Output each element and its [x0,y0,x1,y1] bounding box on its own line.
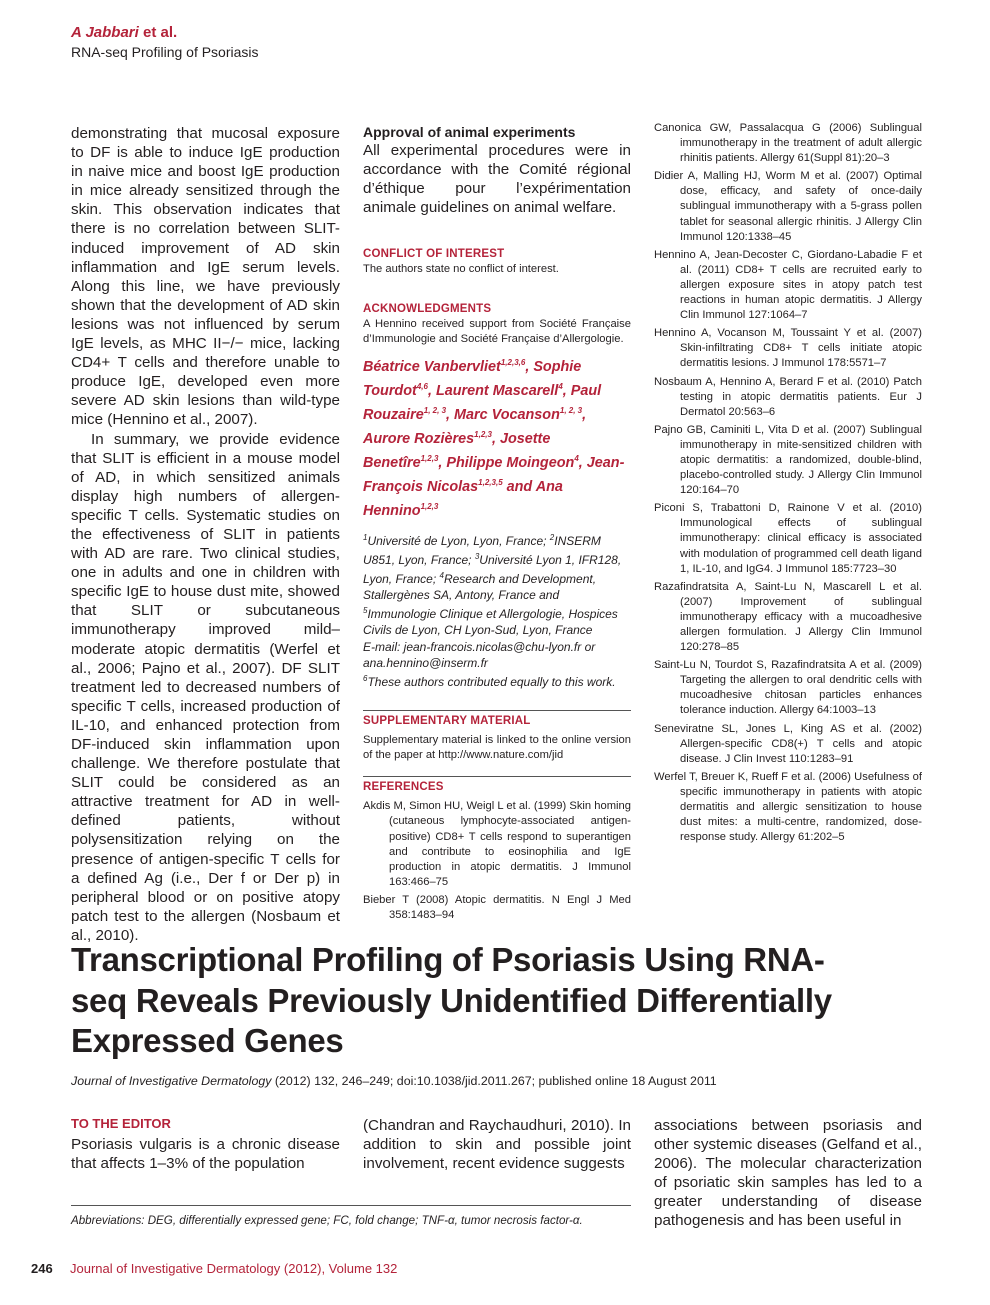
equal-contribution-note: $^6$These authors contributed equally to this work. [363,674,616,690]
reference-item: Razafindratsita A, Saint-Lu N, Mascarell L et al. (2007) Improvement of sublingual immunotherapy efficacy with a mucoadhesive allergen formulation. J Allergy Clin Immunol 120:278–85 [654,580,922,654]
ack-heading: ACKNOWLEDGMENTS [363,303,492,316]
reference-item: Canonica GW, Passalacqua G (2006) Sublingual immunotherapy in the treatment of adult allergic rhinitis patients. Allergy 61(Suppl 81):20–3 [654,122,922,165]
divider [363,710,631,711]
reference-item: Hennino A, Jean-Decoster C, Giordano-Labadie F et al. (2011) CD8+ T cells are recruited early to allergen exposure sites in atopy patch test reactions in human atopic dermatitis. J Allergy Clin Immunol 127:1064–7 [654,248,922,322]
reference-item: Saint-Lu N, Tourdot S, Razafindratsita A et al. (2009) Targeting the allergen to oral dendritic cells with mucoadhesive chitosan particles enhances tolerance induction. Allergy 64:1003–13 [654,659,922,717]
reference-item: Hennino A, Vocanson M, Toussaint Y et al. (2007) Skin-infiltrating CD8+ T cells initiate atopic dermatitis lesions. J Immunol 178:5571–7 [654,327,922,370]
abbreviations: Abbreviations: DEG, differentially expressed gene; FC, fold change; TNF-α, tumor necrosis factor-α. [71,1214,583,1227]
running-title: RNA-seq Profiling of Psoriasis [71,44,259,60]
column-2 [363,124,631,926]
approval-heading: Approval of animal experiments [363,124,576,140]
page-number: 246 [31,1261,53,1276]
reference-item: Piconi S, Trabattoni D, Rainone V et al. (2010) Immunological effects of sublingual immunotherapy: clinical efficacy is associated with modulation of programmed cell death ligand 1, IL-10, and IgG4. J Immunol 185:7723–30 [654,502,922,575]
affiliations: $^1$Université de Lyon, Lyon, France; $^2$INSERM U851, Lyon, France; $^3$Université Lyon 1, IFR128, Lyon, France; $^4$Research and Development, Stallergènes SA, Antony, France and $^5$Immunologie Clinique et Allergologie, Hospices Civils de Lyon, CH Lyon-Sud, Lyon, France [363,533,622,638]
reference-item: Werfel T, Breuer K, Rueff F et al. (2006) Usefulness of specific immunotherapy in patients with atopic dermatitis and allergic sensitization to house dust mites: a multi-centre, randomized, dose-response study. Allergy 61:202–5 [654,770,922,844]
reference-item: Pajno GB, Caminiti L, Vita D et al. (2007) Sublingual immunotherapy in mite-sensitized children with atopic dermatitis: a randomized, double-blind, placebo-controlled study. J Allergy Clin Immunol 120:164–70 [654,423,922,497]
coi-heading: CONFLICT OF INTEREST [363,248,505,261]
supp-text: Supplementary material is linked to the online version of the paper at http://www.nature.com/jid [363,734,631,762]
article-citation: Journal of Investigative Dermatology (2012) 132, 246–249; doi:10.1038/jid.2011.267; published online 18 August 2011 [71,1074,717,1088]
reference-item: Akdis M, Simon HU, Weigl L et al. (1999) Skin homing (cutaneous lymphocyte-associated antigen-positive) CD8+ T cells respond to superantigen and contribute to eosinophilia and IgE production in atopic dermatitis. J Immunol 163:466–75 [363,800,631,888]
ack-text: A Hennino received support from Société Française d’Immunologie and Société Française d’Allergologie. [363,318,631,346]
column-1 [71,124,340,945]
divider [71,1205,631,1206]
article-text-col3: associations between psoriasis and other systemic diseases (Gelfand et al., 2006). The molecular characterization of psoriatic skin samples has led to a greater understanding of disease pathogenesis and has been useful in [654,1117,922,1230]
article-text-col1: Psoriasis vulgaris is a chronic disease that affects 1–3% of the population [71,1136,340,1173]
divider [363,776,631,777]
footer-journal: Journal of Investigative Dermatology (2012), Volume 132 [70,1261,398,1276]
article-text-col2: (Chandran and Raychaudhuri, 2010). In addition to skin and possible joint involvement, recent evidence suggests [363,1117,631,1173]
author-list: Béatrice Vanbervliet$^{1,2,3,6}$, Sophie Tourdot$^{4,6}$, Laurent Mascarell$^4$, Paul Rouzaire$^{1, 2, 3}$, Marc Vocanson$^{1, 2, 3}$, Aurore Rozières$^{1,2,3}$, Josette Benetîre$^{1,2,3}$, Philippe Moingeon$^4$, Jean-François Nicolas$^{1,2,3,5}$ and Ana Hennino$^{1,2,3}$ [363,358,625,520]
article-title: Transcriptional Profiling of Psoriasis Using RNA-seq Reveals Previously Unidentified Differentially Expressed Genes [71,941,832,1059]
coi-text: The authors state no conflict of interest. [363,263,559,276]
email: E-mail: jean-francois.nicolas@chu-lyon.fr or ana.hennino@inserm.fr [363,640,596,671]
reference-item: Bieber T (2008) Atopic dermatitis. N Engl J Med 358:1483–94 [363,893,631,922]
running-authors: A Jabbari et al. [71,24,178,41]
column-3-references [654,121,922,848]
body-paragraph: In summary, we provide evidence that SLIT is efficient in a mouse model of AD, in which sensitized animals display high numbers of allergen-specific T cells. Systematic studies on the effectiveness of SLIT in patients with AD are rare. Two clinical studies, one in adults and one in children with specific IgE to house dust mite, showed that SLIT or subcutaneous immunotherapy improved mild–moderate atopic dermatitis (Werfel et al., 2006; Pajno et al., 2007). DF SLIT treatment led to decreased numbers of specific T cells, increased production of IL-10, and enhanced protection from DF-induced skin inflammation upon challenge. We therefore postulate that SLIT could be considered as an attractive treatment for AD in well-defined patients, without polysensitization relying on the presence of antigen-specific T cells for a defined Ag (i.e., Der f or Der p) in peripheral blood or on positive atopy patch test to the allergen (Nosbaum et al., 2010). [71,430,340,944]
reference-item: Nosbaum A, Hennino A, Berard F et al. (2010) Patch testing in atopic dermatitis patients. Eur J Dermatol 20:563–6 [654,375,922,418]
approval-text: All experimental procedures were in accordance with the Comité régional d’éthique pour l’expérimentation animale guidelines on animal welfare. [363,142,631,217]
reference-item: Seneviratne SL, Jones L, King AS et al. (2002) Allergen-specific CD8(+) T cells and atopic disease. J Clin Invest 110:1283–91 [654,722,922,765]
section-heading: TO THE EDITOR [71,1116,171,1131]
reference-list [363,799,631,923]
reference-item: Didier A, Malling HJ, Worm M et al. (2007) Optimal dose, efficacy, and safety of once-daily sublingual immunotherapy with a 5-grass pollen tablet for seasonal allergic rhinitis. J Allergy Clin Immunol 120:1338–45 [654,170,922,243]
body-paragraph: demonstrating that mucosal exposure to DF is able to induce IgE production in naive mice and boost IgE production in mice already sensitized through the skin. This observation indicates that there is no correlation between SLIT-induced improvement of AD skin inflammation and IgE serum levels. Along this line, we have previously shown that the development of AD skin lesions was not influenced by serum IgE levels, as MHC II−/− mice, lacking CD4+ T cells and therefore unable to produce IgE, developed even more severe AD skin lesions than wild-type mice (Hennino et al., 2007). [71,125,340,429]
supp-heading: SUPPLEMENTARY MATERIAL [363,715,531,728]
refs-heading: REFERENCES [363,781,444,794]
